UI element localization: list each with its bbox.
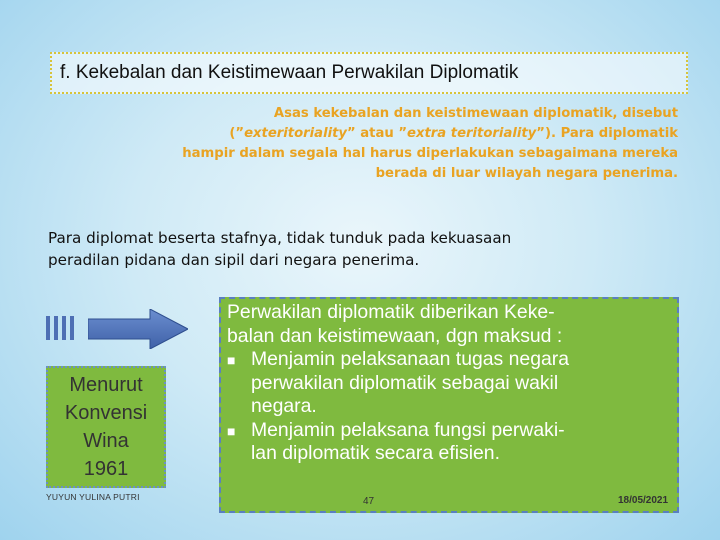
purpose-intro-line-2: balan dan keistimewaan, dgn maksud : [227,324,563,347]
definition-line-4: berada di luar wilayah negara penerima. [375,166,678,181]
statement-line-1: Para diplomat beserta stafnya, tidak tunduk pada kekuasaan [48,229,512,247]
term-extra-teritoriality: extra teritoriality [407,126,537,141]
square-bullet-icon: ■ [227,422,236,439]
definition-line-2: (”exteritoriality” atau ”extra teritoriality”). Para diplomatik [229,126,678,141]
slide-date: 18/05/2021 [618,495,669,506]
author-name: YUYUN YULINA PUTRI [46,492,140,502]
stripes-icon [46,316,86,340]
slide-title-box [50,52,688,94]
square-bullet-icon: ■ [227,352,236,368]
definition-line-1: Asas kekebalan dan keistimewaan diplomatik, disebut [273,106,678,121]
slide-title: f. Kekebalan dan Keistimewaan Perwakilan Diplomatik [60,62,519,83]
immunity-statement [48,227,688,271]
definition-text [58,104,678,184]
page-number: 47 [363,496,375,507]
purpose-intro-line-1: Perwakilan diplomatik diberikan Keke- [227,301,555,323]
statement-line-2: peradilan pidana dan sipil dari negara penerima. [48,251,420,269]
purpose-bullet-2: ■ Menjamin pelaksana fungsi perwaki- lan diplomatik secara efisien. [227,418,565,464]
arrow-right-icon [88,309,188,349]
term-exteritoriality: exteritoriality [244,126,348,141]
convention-box [46,366,166,488]
purpose-bullet-1: ■ Menjamin pelaksanaan tugas negara perwakilan diplomatik sebagai wakil negara. [227,348,570,417]
convention-label: Menurut Konvensi Wina 1961 [64,374,148,480]
purpose-box [219,297,679,513]
definition-line-3: hampir dalam segala hal harus diperlakukan sebagaimana mereka [182,146,678,161]
